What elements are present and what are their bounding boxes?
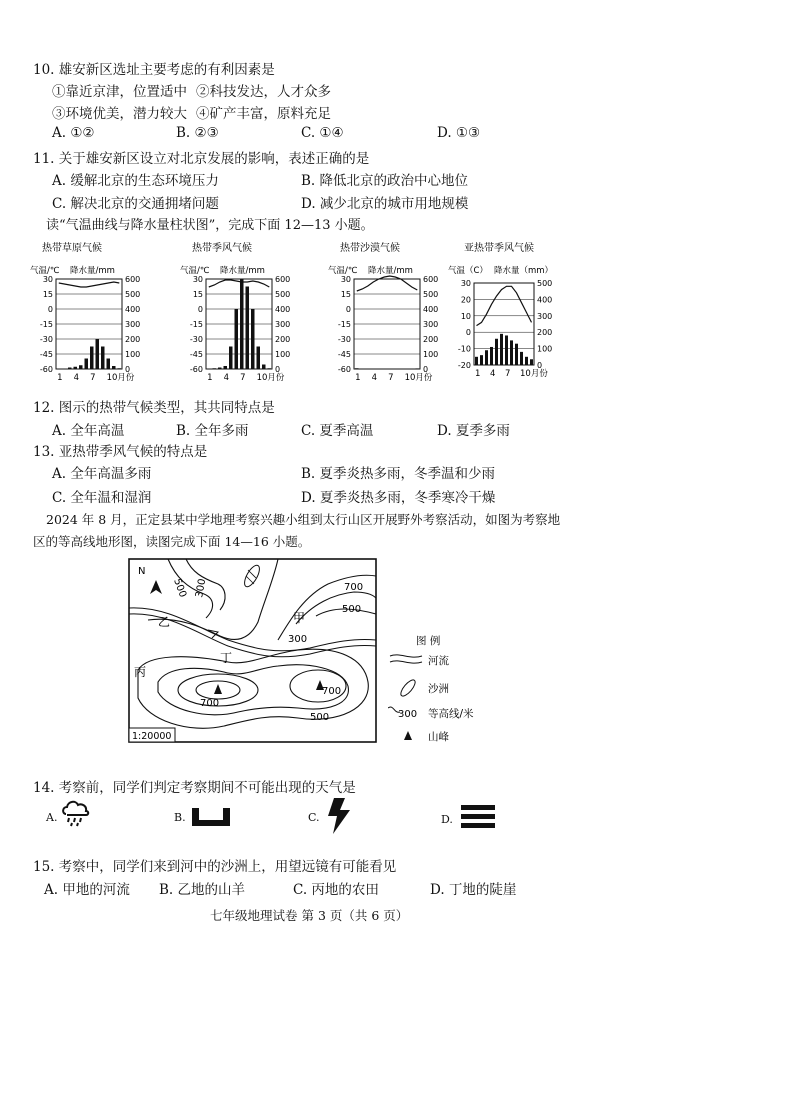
right-tick: 600 [125,275,141,284]
right-tick: 400 [275,305,291,314]
precip-bar [355,368,359,369]
peak-legend-icon [404,731,412,740]
right-tick: 200 [125,335,141,344]
contour-label: 300 [288,634,308,645]
left-tick: -30 [337,335,351,344]
left-tick: -30 [39,335,53,344]
contour-label: 700 [344,582,364,593]
precip-axis-label: 降水量/mm [70,266,115,276]
left-tick: 0 [197,305,203,314]
q15-option-b[interactable]: B. 乙地的山羊 [159,882,246,898]
x-tick: 1 [355,373,361,383]
map-legend [388,634,498,744]
rain-cloud-icon [60,798,90,828]
precip-bar [90,347,94,370]
left-tick: -30 [189,335,203,344]
right-tick: 400 [423,305,439,314]
legend-sandbar: 沙洲 [428,683,449,695]
q11-option-d[interactable]: D. 减少北京的城市用地规模 [301,196,469,212]
contour-label: 500 [171,577,189,599]
temp-axis-label: 气温（C） [448,266,488,276]
q10-item-4: ④矿产丰富，原料充足 [196,106,331,122]
left-tick: -45 [39,350,53,359]
map-frame [129,559,376,742]
left-tick: -45 [189,350,203,359]
x-tick: 7 [90,373,96,383]
precip-bar [257,347,261,370]
precip-axis-label: 降水量/mm [220,266,265,276]
left-tick: -15 [39,320,53,329]
right-tick: 100 [423,350,439,359]
right-tick: 0 [275,365,281,374]
right-tick: 500 [125,290,141,299]
q10-item-3: ③环境优美，潜力较大 [52,106,187,122]
right-tick: 400 [537,295,553,305]
chart-tropical-savanna [30,241,140,383]
legend-contour: 等高线/米 [428,708,474,720]
x-tick: 1 [207,373,213,383]
left-tick: 15 [42,290,53,299]
right-tick: 500 [275,290,291,299]
x-tick: 7 [240,373,246,383]
precip-bar [268,368,272,369]
q12-option-c[interactable]: C. 夏季高温 [301,423,374,439]
precip-bar [416,368,420,369]
left-tick: -60 [189,365,203,374]
x-tick: 10月份 [520,369,548,379]
scale-label: 1:20000 [132,731,172,742]
left-tick: 0 [345,305,351,314]
q15-option-d[interactable]: D. 丁地的陡崖 [430,882,517,898]
right-tick: 400 [125,305,141,314]
precip-bar [79,365,83,369]
legend-contour-value: 300 [398,709,418,720]
chart-subtropical-monsoon [448,241,553,379]
x-tick: 4 [371,373,378,383]
temp-axis-label: 气温/℃ [328,266,358,276]
chart-title: 热带沙漠气候 [340,243,400,254]
precip-axis-label: 降水量/mm [368,266,413,276]
x-tick: 4 [223,373,230,383]
temperature-line [357,276,418,291]
chart-tropical-monsoon [180,241,290,383]
q15-option-c[interactable]: C. 丙地的农田 [293,882,379,898]
q11-option-a[interactable]: A. 缓解北京的生态环境压力 [52,173,219,189]
precip-axis-label: 降水量（mm） [494,266,554,276]
chart-tropical-desert [328,241,438,383]
right-tick: 200 [423,335,439,344]
q14-option-b[interactable]: B. [174,811,186,824]
contour-label: 500 [342,604,362,615]
q12-option-a[interactable]: A. 全年高温 [52,423,125,439]
right-tick: 300 [423,320,439,329]
x-tick: 1 [475,369,481,379]
q15-stem: 15. 考察中，同学们来到河中的沙洲上，用望远镜有可能看见 [33,859,397,875]
precip-bar [490,347,493,365]
q13-option-c[interactable]: C. 全年温和湿润 [52,490,152,506]
q14-option-d[interactable]: D. [441,813,453,826]
precip-bar [520,352,523,365]
right-tick: 0 [423,365,429,374]
right-tick: 0 [537,361,543,370]
q10-item-1: ①靠近京津，位置适中 [52,84,187,100]
q15-option-a[interactable]: A. 甲地的河流 [44,882,130,898]
precip-bar [240,279,244,369]
left-tick: 15 [192,290,203,299]
left-tick: -10 [457,344,471,354]
precip-bar [85,359,89,370]
plot-frame [474,283,534,365]
contour-label: 700 [200,698,220,709]
legend-river: 河流 [428,655,449,667]
north-label: N [138,566,146,577]
q12-option-d[interactable]: D. 夏季多雨 [437,423,510,439]
river-legend-icon [390,655,422,663]
precip-bar [500,334,503,365]
precip-bar [235,309,239,369]
left-tick: 15 [340,290,351,299]
place-ding: 丁 [220,651,233,665]
right-tick: 600 [423,275,439,284]
chart-title: 热带季风气候 [192,243,252,254]
place-jia: 甲 [293,611,306,625]
left-tick: 30 [340,275,351,284]
left-tick: -15 [189,320,203,329]
q12-option-b[interactable]: B. 全年多雨 [176,423,249,439]
q14-option-c[interactable]: C. [308,811,320,824]
dust-icon [190,806,234,830]
right-tick: 100 [275,350,291,359]
legend-peak: 山峰 [428,731,449,743]
q13-option-b[interactable]: B. 夏季炎热多雨，冬季温和少雨 [301,466,496,482]
right-tick: 300 [537,311,553,321]
q10-stem: 10. 雄安新区选址主要考虑的有利因素是 [33,62,275,78]
intro-12-13: 读“气温曲线与降水量柱状图”，完成下面 12—13 小题。 [46,218,374,233]
x-tick: 10月份 [106,373,135,383]
q10-option-b[interactable]: B. ②③ [176,125,219,141]
precip-bar [107,359,111,370]
precip-bar [505,335,508,365]
chart-title: 亚热带季风气候 [464,243,534,254]
q11-option-c[interactable]: C. 解决北京的交通拥堵问题 [52,196,219,212]
q12-stem: 12. 图示的热带气候类型，其共同特点是 [33,400,275,416]
legend-title: 图 例 [416,635,441,647]
precip-bar [246,287,250,370]
precip-bar [262,365,266,370]
precip-bar [475,357,478,365]
precip-bar [213,368,217,369]
precip-bar [118,368,122,369]
place-bing: 丙 [134,665,147,679]
precip-bar [495,339,498,365]
precip-bar [96,339,100,369]
right-tick: 300 [275,320,291,329]
left-tick: -15 [337,320,351,329]
precip-bar [224,366,228,369]
precip-bar [515,344,518,365]
temperature-line [209,280,269,287]
x-tick: 1 [57,373,63,383]
left-tick: 0 [47,305,53,314]
q13-option-a[interactable]: A. 全年高温多雨 [52,466,152,482]
sandbar-legend-icon [399,678,418,698]
left-tick: -45 [337,350,351,359]
climate-charts [30,237,590,387]
left-tick: -20 [457,361,471,370]
lightning-icon [324,796,354,836]
precip-bar [218,368,222,370]
intro-14-16-line1: 2024 年 8 月，正定县某中学地理考察兴趣小组到太行山区开展野外考察活动，如图为考察地 [46,512,561,527]
temp-axis-label: 气温/℃ [30,266,60,276]
q10-option-a[interactable]: A. ①② [52,125,95,141]
right-tick: 500 [423,290,439,299]
x-tick: 10月份 [256,373,285,383]
left-tick: 20 [460,295,471,305]
precip-bar [485,350,488,365]
left-tick: 30 [192,275,203,284]
left-tick: -60 [39,365,53,374]
intro-14-16-line2: 区的等高线地形图，读图完成下面 14—16 小题。 [33,534,311,549]
q11-option-b[interactable]: B. 降低北京的政治中心地位 [301,173,469,189]
precip-bar [112,366,116,369]
fog-icon [460,803,498,831]
temp-axis-label: 气温/℃ [180,266,210,276]
precip-bar [510,340,513,365]
contour-map [128,558,378,744]
left-tick: -60 [337,365,351,374]
precip-bar [74,367,78,369]
x-tick: 7 [388,373,394,383]
q11-stem: 11. 关于雄安新区设立对北京发展的影响，表述正确的是 [33,151,370,167]
x-tick: 4 [73,373,80,383]
left-tick: 30 [460,279,471,288]
right-tick: 200 [537,328,553,338]
q13-stem: 13. 亚热带季风气候的特点是 [33,444,208,460]
x-tick: 4 [490,369,496,379]
right-tick: 100 [125,350,141,359]
precip-bar [251,309,255,369]
right-tick: 0 [125,365,131,374]
contour-label: 500 [310,712,330,723]
temperature-line [59,282,120,287]
precip-bar [480,355,483,365]
precip-bar [530,359,533,365]
x-tick: 7 [505,369,511,379]
q13-option-d[interactable]: D. 夏季炎热多雨，冬季寒冷干燥 [301,490,496,506]
precip-bar [525,357,528,365]
q14-option-a[interactable]: A. [46,811,58,824]
q14-stem: 14. 考察前，同学们判定考察期间不可能出现的天气是 [33,780,356,796]
q10-item-2: ②科技发达，人才众多 [196,84,331,100]
right-tick: 200 [275,335,291,344]
right-tick: 500 [537,279,553,288]
right-tick: 600 [275,275,291,284]
page-footer: 七年级地理试卷 第 3 页（共 6 页） [210,908,409,923]
precip-bar [68,368,72,370]
left-tick: 30 [42,275,53,284]
right-tick: 100 [537,344,553,354]
right-tick: 300 [125,320,141,329]
contour-label: 700 [322,686,342,697]
precip-bar [229,347,233,370]
precip-bar [101,347,105,370]
q10-option-c[interactable]: C. ①④ [301,125,344,141]
temperature-line [477,286,532,325]
contour-label: 300 [194,577,209,599]
place-yi: 乙 [158,615,171,629]
left-tick: 0 [465,328,471,338]
left-tick: 10 [460,311,471,321]
chart-title: 热带草原气候 [42,243,102,254]
q10-option-d[interactable]: D. ①③ [437,125,481,141]
x-tick: 10月份 [404,373,433,383]
